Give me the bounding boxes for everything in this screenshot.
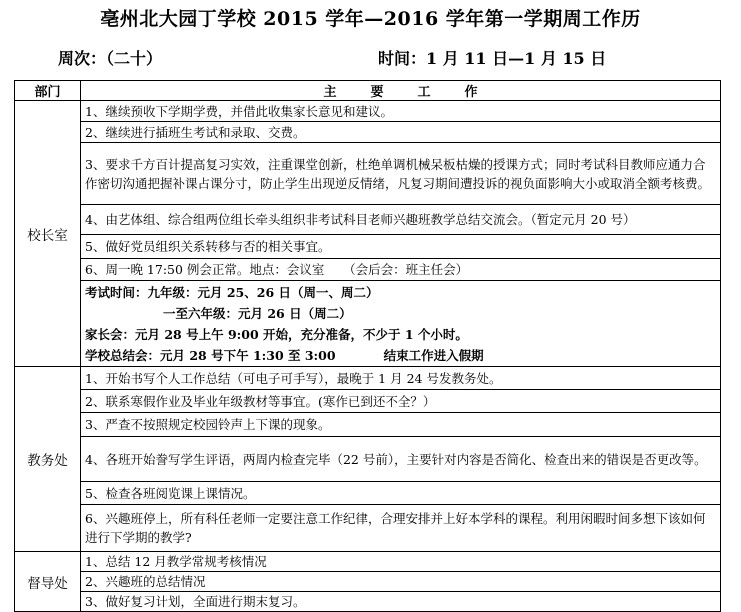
- exam-notice: [81, 281, 721, 367]
- task-item: 2、继续进行插班生考试和录取、交费。: [81, 122, 721, 143]
- task-item: 3、严查不按照规定校园铃声上下课的现象。: [81, 413, 721, 437]
- exam-time-line-2: [85, 303, 716, 324]
- parents-meeting-line: 家长会：元月 28 号上午 9:00 开始，充分准备，不少于 1 个小时。: [85, 326, 468, 342]
- table-row: [15, 235, 721, 259]
- table-row: [15, 505, 721, 552]
- end-note-text: 结束工作进入假期: [383, 347, 484, 363]
- summary-meeting-line: [85, 345, 716, 366]
- table-row: [15, 572, 721, 592]
- dept-academic-affairs: 教务处: [15, 367, 81, 552]
- task-item: 6、兴趣班停上，所有科任老师一定要注意工作纪律，合理安排并上好本学科的课程。利用闲暇时间多想下该如何进行下学期的教学?: [81, 505, 721, 552]
- task-item: 5、检查各班阅览课上课情况。: [81, 482, 721, 505]
- table-row: [15, 552, 721, 572]
- exam-time-line-2-text: 一至六年级：元月 26 日（周二）: [163, 305, 352, 321]
- header-dept: 部门: [15, 81, 81, 101]
- task-item: 4、各班开始誊写学生评语，两周内检查完毕（22 号前），主要针对内容是否简化、检查出来的错误是否更改等。: [81, 437, 721, 482]
- dept-principal-office: 校长室: [15, 101, 81, 367]
- task-item: 6、周一晚 17:50 例会正常。地点：会议室 （会后会：班主任会）: [81, 259, 721, 281]
- table-row: [15, 390, 721, 413]
- table-row: [15, 437, 721, 482]
- task-item: 5、做好党员组织关系转移与否的相关事宜。: [81, 235, 721, 259]
- table-header-row: [15, 81, 721, 101]
- table-row: [15, 413, 721, 437]
- task-item: 4、由艺体组、综合组两位组长牵头组织非考试科目老师兴趣班教学总结交流会。（暂定元月 20 号）: [81, 205, 721, 235]
- table-row: [15, 143, 721, 205]
- table-row: [15, 101, 721, 122]
- table-row: [15, 281, 721, 367]
- schedule-table: [14, 80, 721, 612]
- task-item: 2、兴趣班的总结情况: [81, 572, 721, 592]
- table-row: [15, 122, 721, 143]
- task-item: 2、联系寒假作业及毕业年级教材等事宜。(寒作已到还不全？）: [81, 390, 721, 413]
- week-label: 周次：（二十）: [58, 49, 163, 68]
- task-item: 3、做好复习计划，全面进行期末复习。: [81, 592, 721, 612]
- table-row: [15, 205, 721, 235]
- task-item: 1、开始书写个人工作总结（可电子可手写），最晚于 1 月 24 号发教务处。: [81, 367, 721, 390]
- exam-time-line-1: 考试时间：九年级：元月 25、26 日（周一、周二）: [85, 284, 379, 300]
- task-item: 3、要求千方百计提高复习实效，注重课堂创新，杜绝单调机械呆板枯燥的授课方式；同时考试科目教师应通力合作密切沟通把握补课占课分寸，防止学生出现逆反情绪，凡复习期间遭投诉的视负面影响大小或取消全额考核费。: [81, 143, 721, 205]
- table-row: [15, 367, 721, 390]
- summary-meeting-text: 学校总结会：元月 28 号下午 1:30 至 3:00: [85, 347, 336, 363]
- header-main-text: 主要工作: [323, 85, 512, 100]
- page-title: 亳州北大园丁学校 2015 学年—2016 学年第一学期周工作历: [100, 8, 641, 30]
- task-item: 1、总结 12 月教学常规考核情况: [81, 552, 721, 572]
- time-label: 时间：1 月 11 日—1 月 15 日: [378, 49, 607, 68]
- header-main: [81, 81, 721, 101]
- table-row: [15, 482, 721, 505]
- table-row: [15, 592, 721, 612]
- task-item: 1、继续预收下学期学费，并借此收集家长意见和建议。: [81, 101, 721, 122]
- table-row: [15, 259, 721, 281]
- dept-supervision-office: 督导处: [15, 552, 81, 612]
